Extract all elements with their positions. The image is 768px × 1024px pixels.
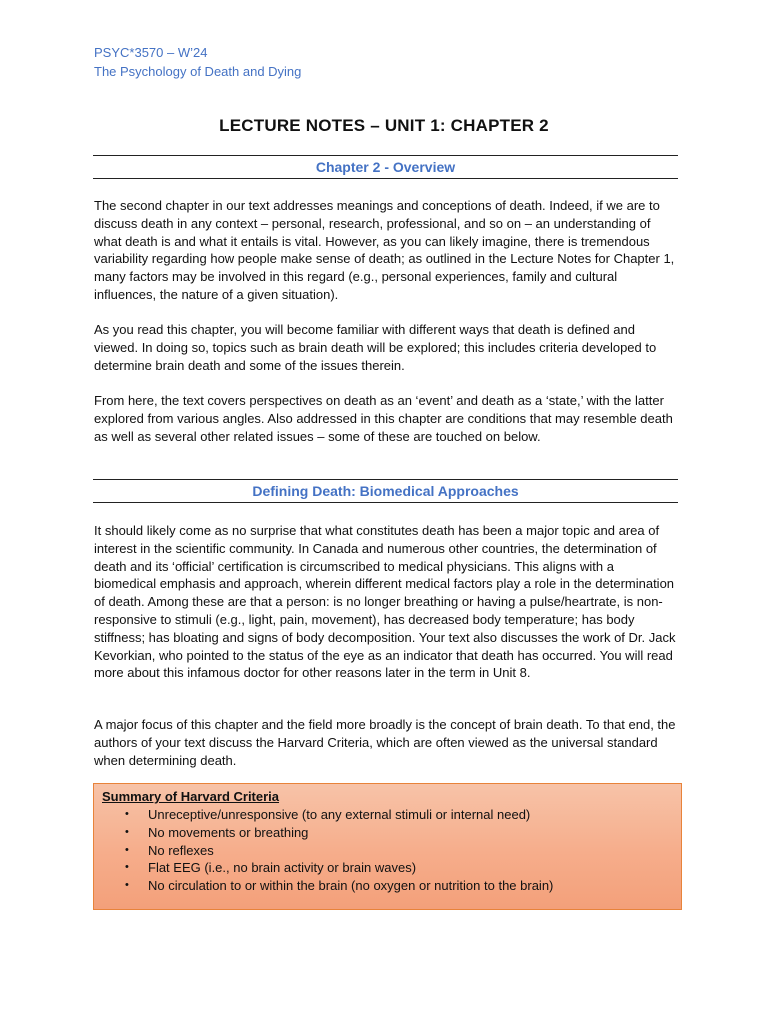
course-code: PSYC*3570 – W’24 xyxy=(94,45,208,60)
list-item-text: No circulation to or within the brain (no oxygen or nutrition to the brain) xyxy=(148,878,554,894)
document-title: LECTURE NOTES – UNIT 1: CHAPTER 2 xyxy=(219,116,549,135)
list-item-text: Flat EEG (i.e., no brain activity or brain waves) xyxy=(148,860,417,876)
bullet-icon: • xyxy=(125,843,129,856)
bullet-icon: • xyxy=(125,861,129,874)
list-item-text: No movements or breathing xyxy=(148,824,309,840)
list-item xyxy=(94,806,674,824)
bullet-icon: • xyxy=(125,879,129,892)
bullet-icon: • xyxy=(125,825,129,838)
list-item xyxy=(94,877,674,895)
summary-title: Summary of Harvard Criteria xyxy=(102,789,280,804)
harvard-criteria-summary-box xyxy=(93,783,682,910)
biomedical-paragraph-2: A major focus of this chapter and the field more broadly is the concept of brain death. To that end, the authors of your text discuss the Harvard Criteria, which are often viewed as the universal standard when determining death. xyxy=(94,717,676,768)
course-title: The Psychology of Death and Dying xyxy=(94,64,302,79)
list-item-text: Unreceptive/unresponsive (to any external stimuli or internal need) xyxy=(148,807,531,822)
list-item-text: No reflexes xyxy=(148,842,214,858)
list-item xyxy=(94,824,674,842)
section-heading-biomedical: Defining Death: Biomedical Approaches xyxy=(93,479,678,503)
harvard-criteria-list xyxy=(94,806,674,895)
overview-paragraph-1: The second chapter in our text addresses meanings and conceptions of death. Indeed, if we are to discuss death in any context – personal, research, professional, and so on – an understanding of what death is and what it entails is vital. However, as you can likely imagine, there is tremendous variability regarding how people make sense of death; as outlined in the Lecture Notes for Chapter 1, many factors may be involved in this regard (e.g., personal experiences, family and cultural influences, the nature of a given situation). xyxy=(94,198,675,302)
biomedical-paragraph-1: It should likely come as no surprise that what constitutes death has been a major topic and area of interest in the scientific community. In Canada and numerous other countries, the determination of death and its ‘official’ certification is circumscribed to medical physicians. This aligns with a biomedical emphasis and approach, wherein different medical factors play a role in the determination of death. Among these are that a person: is no longer breathing or having a pulse/heartrate, is non-responsive to stimuli (e.g., light, pain, movement), has decreased body temperature; has body stiffness; has bloating and signs of body decomposition. Your text also discusses the work of Dr. Jack Kevorkian, who pointed to the status of the eye as an indicator that death has occurred. You will read more about this infamous doctor for other reasons later in the term in Unit 8. xyxy=(94,523,676,681)
overview-paragraph-2: As you read this chapter, you will become familiar with different ways that death is defined and viewed. In doing so, topics such as brain death will be explored; this includes criteria developed to determine brain death and some of the issues therein. xyxy=(94,322,657,373)
list-item xyxy=(94,842,674,860)
section-heading-overview: Chapter 2 - Overview xyxy=(93,155,678,179)
overview-paragraph-3: From here, the text covers perspectives on death as an ‘event’ and death as a ‘state,’ with the latter explored from various angles. Also addressed in this chapter are conditions that may resemble death as well as several other related issues – some of these are touched on below. xyxy=(94,393,673,444)
list-item xyxy=(94,859,674,877)
bullet-icon: • xyxy=(125,808,129,820)
